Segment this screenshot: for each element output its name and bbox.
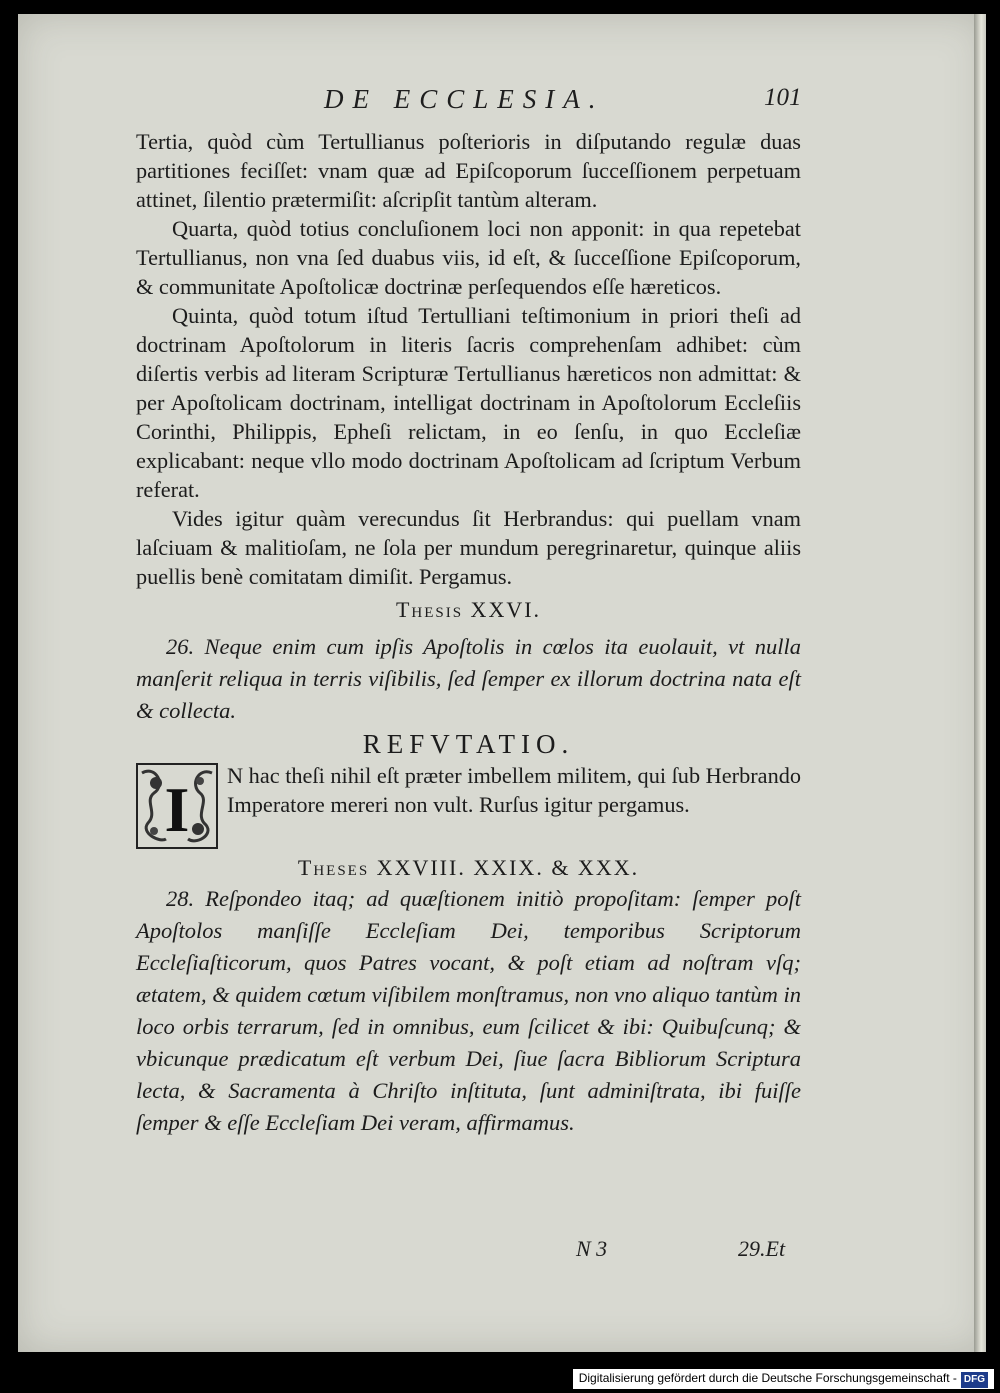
running-title: DE ECCLESIA. [324,84,605,114]
credit-text: Digitalisierung gefördert durch die Deutsche Forschungsgemeinschaft - [578,1371,957,1385]
theses-28-30-text: 28. Reſpondeo itaq; ad quæſtionem initiò propoſitam: ſemper poſt Apoſtolos manſiſſe Eccleſiam Dei, temporibus Scriptorum Eccleſiaſticorum, quos Patres vocant, & poſt etiam ad noſtram vſq; ætatem, & quidem cœtum viſibilem monſtramus, non vno aliquo tantùm in loco orbis terrarum, ſed in omnibus, eum ſcilicet & ibi: Quibuſcunq; & vbicunque prædicatum eſt verbum Dei, ſiue ſacra Bibliorum Scriptura lecta, & Sacramenta à Chriſto inſtituta, ſunt adminiſtrata, ibi fuiſſe ſemper & eſſe Eccleſiam Dei veram, affirmamus. [136,886,801,1135]
dropcap-letter: I [164,774,190,845]
page-edge [974,14,986,1352]
paragraph-tertia: Tertia, quòd cùm Tertullianus poſterioris in diſputando regulæ duas partitiones feciſſet: vnam quæ ad Epiſcoporum ſucceſſionem perpetuam attinet, ſilentio prætermiſit: aſcripſit tantùm alteram. [136,129,801,212]
digitization-credit [573,1369,994,1389]
paragraph-quinta: Quinta, quòd totum iſtud Tertulliani teſtimonium in priori theſi ad doctrinam Apoſtolorum in literis ſacris comprehenſam adhibet: cùm diſertis verbis ad literam Scripturæ Tertullianus hæreticos non admittat: & per Apoſtolicam doctrinam, intelligat doctrinam in Apoſtolorum Eccleſiis Corinthi, Philippis, Epheſi relictam, in eo ſenſu, in quo Eccleſiæ explicabant: neque vllo modo doctrinam Apoſtolicam ad ſcriptum Verbum referat. [136,303,801,502]
main-text [136,127,801,1139]
paragraph-vides: Vides igitur quàm verecundus ſit Herbrandus: qui puellam vnam laſciuam & malitioſam, ne ſola per mundum peregrinaretur, quinque aliis puellis benè comitatam dimiſit. Pergamus. [136,506,801,589]
refutatio-heading: REFVTATIO. [362,729,575,759]
running-head [18,84,986,124]
signature-mark: N 3 [576,1236,608,1261]
thesis-26-heading: Thesis XXVI. [395,597,542,622]
refutatio-paragraph [136,761,801,853]
refutatio-text: N hac theſi nihil eſt præter imbellem militem, qui ſub Herbrando Imperatore mereri non vult. Rurſus igitur pergamus. [227,763,802,817]
ornamental-initial [136,763,218,849]
book-page [18,14,986,1352]
page-footer [18,1236,986,1266]
theses-28-30-heading: Theses XXVIII. XXIX. & XXX. [297,855,640,880]
dfg-logo: DFG [961,1372,988,1388]
paragraph-quarta: Quarta, quòd totius concluſionem loci non apponit: in qua repetebat Tertullianus, non vna ſed duabus viis, id eſt, & ſucceſſione Epiſcoporum, & communitate Apoſtolicæ doctrinæ perſequendos eſſe hæreticos. [136,216,801,299]
page-number: 101 [764,84,802,111]
thesis-26-text: 26. Neque enim cum ipſis Apoſtolis in cœlos ita euolauit, vt nulla manſerit reliqua in terris viſibilis, ſed ſemper ex illorum doctrina nata eſt & collecta. [136,634,801,723]
catchword: 29.Et [738,1236,786,1261]
